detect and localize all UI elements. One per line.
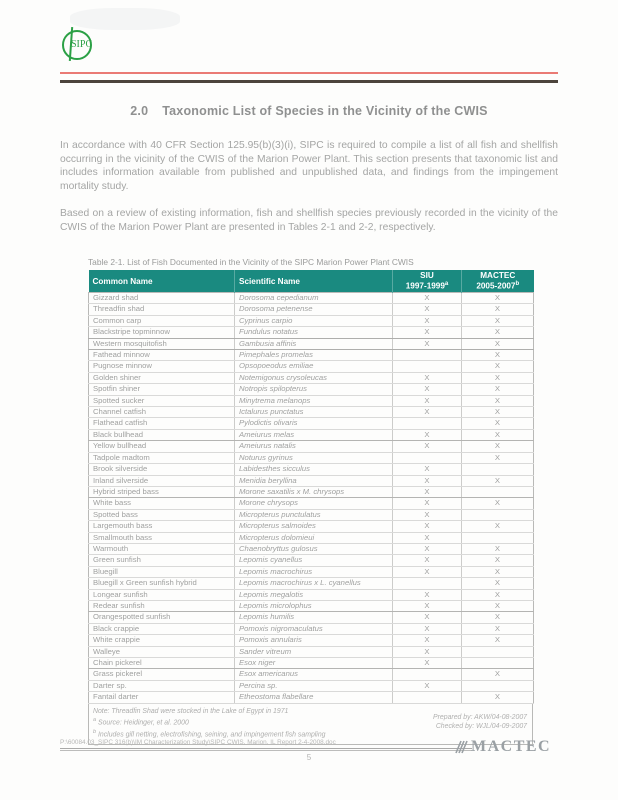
- cell-siu: [393, 578, 462, 589]
- table-row: [89, 361, 534, 372]
- table-row: [89, 521, 534, 532]
- cell-mactec: X: [462, 635, 534, 646]
- cell-mactec: X: [462, 350, 534, 361]
- mactec-header-sup: b: [515, 281, 520, 288]
- cell-siu: X: [393, 680, 462, 691]
- table-row: [89, 293, 534, 304]
- cell-mactec: X: [462, 327, 534, 338]
- cell-siu: [393, 418, 462, 429]
- cell-siu: [393, 692, 462, 703]
- table-row: [89, 692, 534, 703]
- table-row: [89, 464, 534, 475]
- section-number: 2.0: [130, 104, 149, 118]
- table-note: Note: Threadfin Shad were stocked in the Lake of Egypt in 1971: [93, 707, 289, 715]
- col-header-scientific-name: Scientific Name: [235, 270, 393, 293]
- cell-siu: X: [393, 543, 462, 554]
- cell-mactec: X: [462, 589, 534, 600]
- cell-scientific: Etheostoma flabellare: [235, 692, 393, 703]
- cell-common: Black bullhead: [89, 429, 235, 440]
- cell-mactec: X: [462, 372, 534, 383]
- page-number: 5: [306, 753, 312, 762]
- cell-scientific: Menidia beryllina: [235, 475, 393, 486]
- header-rule-dark: [60, 80, 558, 83]
- cell-common: Gizzard shad: [89, 293, 235, 304]
- cell-common: White bass: [89, 498, 235, 509]
- table-row: [89, 475, 534, 486]
- cell-siu: X: [393, 612, 462, 623]
- cell-common: Bluegill x Green sunfish hybrid: [89, 578, 235, 589]
- table-row: [89, 498, 534, 509]
- footnote-b-text: Includes gill netting, electrofishing, seining, and impingement fish sampling: [97, 731, 326, 739]
- cell-common: Channel catfish: [89, 407, 235, 418]
- footnote-a-text: Source: Heidinger, et al. 2000: [97, 719, 189, 727]
- cell-common: Spotted sucker: [89, 395, 235, 406]
- cell-scientific: Notropis spilopterus: [235, 384, 393, 395]
- species-table: [88, 270, 534, 704]
- table-notes-left: [93, 707, 393, 740]
- table-row: [89, 338, 534, 349]
- checked-by: Checked by: WJL/04-09-2007: [435, 723, 527, 731]
- table-row: [89, 384, 534, 395]
- cell-common: Warmouth: [89, 543, 235, 554]
- scan-smudge: [70, 8, 180, 30]
- cell-siu: X: [393, 338, 462, 349]
- cell-scientific: Pimephales promelas: [235, 350, 393, 361]
- cell-common: Threadfin shad: [89, 304, 235, 315]
- cell-scientific: Micropterus salmoides: [235, 521, 393, 532]
- cell-mactec: X: [462, 407, 534, 418]
- footnote-a-marker: a: [93, 717, 97, 724]
- cell-mactec: X: [462, 304, 534, 315]
- footnote-b-marker: b: [93, 728, 97, 735]
- table-row: [89, 612, 534, 623]
- cell-common: Grass pickerel: [89, 669, 235, 680]
- col-header-siu: [393, 270, 462, 293]
- table-row: [89, 589, 534, 600]
- siu-header-line2: 1997-1999: [405, 281, 445, 291]
- table-row: [89, 566, 534, 577]
- cell-scientific: Sander vitreum: [235, 646, 393, 657]
- cell-mactec: X: [462, 521, 534, 532]
- cell-common: Inland silverside: [89, 475, 235, 486]
- cell-mactec: X: [462, 578, 534, 589]
- species-table-body: [89, 293, 534, 704]
- cell-common: Common carp: [89, 315, 235, 326]
- cell-scientific: Pylodictis olivaris: [235, 418, 393, 429]
- cell-mactec: X: [462, 669, 534, 680]
- cell-siu: X: [393, 498, 462, 509]
- species-table-section: [88, 257, 533, 745]
- col-header-mactec: [462, 270, 534, 293]
- cell-scientific: Esox americanus: [235, 669, 393, 680]
- cell-common: Pugnose minnow: [89, 361, 235, 372]
- cell-scientific: Ictalurus punctatus: [235, 407, 393, 418]
- prepared-by: Prepared by: AKW/04-08-2007: [433, 713, 527, 721]
- table-row: [89, 407, 534, 418]
- cell-siu: [393, 350, 462, 361]
- cell-siu: X: [393, 635, 462, 646]
- cell-mactec: X: [462, 338, 534, 349]
- cell-siu: X: [393, 429, 462, 440]
- cell-siu: X: [393, 509, 462, 520]
- cell-scientific: Lepomis megalotis: [235, 589, 393, 600]
- cell-scientific: Micropterus punctulatus: [235, 509, 393, 520]
- cell-scientific: Ameiurus melas: [235, 429, 393, 440]
- cell-siu: X: [393, 646, 462, 657]
- cell-common: Spotfin shiner: [89, 384, 235, 395]
- cell-scientific: Lepomis macrochirus x L. cyanellus: [235, 578, 393, 589]
- cell-scientific: Percina sp.: [235, 680, 393, 691]
- cell-scientific: Fundulus notatus: [235, 327, 393, 338]
- cell-common: Brook silverside: [89, 464, 235, 475]
- cell-siu: X: [393, 372, 462, 383]
- cell-common: Western mosquitofish: [89, 338, 235, 349]
- cell-mactec: X: [462, 293, 534, 304]
- footer-rule: [60, 748, 472, 751]
- table-row: [89, 635, 534, 646]
- table-row: [89, 327, 534, 338]
- cell-scientific: Lepomis humilis: [235, 612, 393, 623]
- table-row: [89, 350, 534, 361]
- cell-scientific: Gambusia affinis: [235, 338, 393, 349]
- table-row: [89, 509, 534, 520]
- cell-common: Spotted bass: [89, 509, 235, 520]
- table-row: [89, 600, 534, 611]
- cell-mactec: X: [462, 452, 534, 463]
- cell-scientific: Lepomis microlophus: [235, 600, 393, 611]
- cell-siu: X: [393, 395, 462, 406]
- cell-mactec: X: [462, 692, 534, 703]
- cell-siu: X: [393, 566, 462, 577]
- cell-scientific: Minytrema melanops: [235, 395, 393, 406]
- cell-mactec: X: [462, 384, 534, 395]
- footnote-a: [93, 716, 393, 728]
- cell-mactec: X: [462, 418, 534, 429]
- cell-siu: X: [393, 532, 462, 543]
- cell-scientific: Cyprinus carpio: [235, 315, 393, 326]
- cell-scientific: Micropterus dolomieui: [235, 532, 393, 543]
- mactec-logo-text: MACTEC: [471, 738, 552, 755]
- cell-scientific: Chaenobryttus gulosus: [235, 543, 393, 554]
- cell-siu: X: [393, 475, 462, 486]
- table-row: [89, 372, 534, 383]
- cell-common: White crappie: [89, 635, 235, 646]
- mactec-hatch-icon: [455, 740, 468, 754]
- sipc-logo: [62, 30, 92, 60]
- section-title-text: Taxonomic List of Species in the Vicinity of the CWIS: [162, 104, 488, 118]
- cell-scientific: Dorosoma petenense: [235, 304, 393, 315]
- cell-common: Walleye: [89, 646, 235, 657]
- cell-siu: X: [393, 304, 462, 315]
- cell-common: Smallmouth bass: [89, 532, 235, 543]
- cell-scientific: Ameiurus natalis: [235, 441, 393, 452]
- cell-mactec: X: [462, 498, 534, 509]
- cell-mactec: X: [462, 566, 534, 577]
- cell-scientific: Notemigonus crysoleucas: [235, 372, 393, 383]
- cell-mactec: [462, 509, 534, 520]
- cell-common: Orangespotted sunfish: [89, 612, 235, 623]
- cell-mactec: [462, 464, 534, 475]
- table-row: [89, 315, 534, 326]
- cell-common: Chain pickerel: [89, 658, 235, 669]
- cell-scientific: Pomoxis annularis: [235, 635, 393, 646]
- species-table-header: [89, 270, 534, 293]
- cell-siu: X: [393, 407, 462, 418]
- cell-siu: X: [393, 384, 462, 395]
- cell-siu: X: [393, 658, 462, 669]
- cell-siu: X: [393, 315, 462, 326]
- cell-common: Darter sp.: [89, 680, 235, 691]
- table-row: [89, 543, 534, 554]
- cell-common: Fathead minnow: [89, 350, 235, 361]
- cell-mactec: X: [462, 475, 534, 486]
- paragraph-2: Based on a review of existing information, fish and shellfish species previously recorded in the vicinity of the CWIS of the Marion Power Plant are presented in Tables 2-1 and 2-2, respectively.: [60, 208, 558, 233]
- table-row: [89, 623, 534, 634]
- table-row: [89, 669, 534, 680]
- sipc-logo-text: SIPC: [71, 39, 93, 50]
- table-row: [89, 555, 534, 566]
- cell-scientific: Noturus gyrinus: [235, 452, 393, 463]
- cell-common: Bluegill: [89, 566, 235, 577]
- footnote-b: [93, 728, 393, 740]
- cell-siu: X: [393, 555, 462, 566]
- cell-scientific: Labidesthes sicculus: [235, 464, 393, 475]
- cell-common: Largemouth bass: [89, 521, 235, 532]
- cell-mactec: [462, 486, 534, 497]
- cell-mactec: [462, 646, 534, 657]
- cell-siu: X: [393, 589, 462, 600]
- cell-mactec: X: [462, 395, 534, 406]
- cell-scientific: Morone saxatilis x M. chrysops: [235, 486, 393, 497]
- cell-mactec: X: [462, 361, 534, 372]
- cell-common: Black crappie: [89, 623, 235, 634]
- footer-file-path: P:\60084.03_SIPC 316(b)\IM Characterization Study\SIPC CWIS, Marion, IL Report 2-4-2008.doc: [60, 739, 336, 746]
- cell-common: Fantail darter: [89, 692, 235, 703]
- table-row: [89, 429, 534, 440]
- header-rule-red: [60, 72, 558, 74]
- siu-header-line1: SIU: [420, 271, 434, 281]
- cell-scientific: Dorosoma cepedianum: [235, 293, 393, 304]
- cell-scientific: Esox niger: [235, 658, 393, 669]
- cell-siu: X: [393, 521, 462, 532]
- table-row: [89, 395, 534, 406]
- cell-siu: X: [393, 623, 462, 634]
- siu-header-sup: a: [444, 281, 449, 288]
- table-row: [89, 646, 534, 657]
- cell-common: Tadpole madtom: [89, 452, 235, 463]
- table-row: [89, 452, 534, 463]
- cell-mactec: [462, 658, 534, 669]
- cell-siu: X: [393, 486, 462, 497]
- cell-mactec: X: [462, 600, 534, 611]
- table-row: [89, 680, 534, 691]
- cell-scientific: Pomoxis nigromaculatus: [235, 623, 393, 634]
- cell-common: Yellow bullhead: [89, 441, 235, 452]
- cell-siu: X: [393, 600, 462, 611]
- table-notes-right: [433, 707, 527, 740]
- section-title: [60, 104, 558, 118]
- cell-siu: X: [393, 464, 462, 475]
- table-row: [89, 578, 534, 589]
- cell-common: Longear sunfish: [89, 589, 235, 600]
- cell-siu: [393, 361, 462, 372]
- cell-mactec: X: [462, 543, 534, 554]
- cell-mactec: X: [462, 315, 534, 326]
- table-row: [89, 441, 534, 452]
- cell-scientific: Morone chrysops: [235, 498, 393, 509]
- cell-common: Flathead catfish: [89, 418, 235, 429]
- cell-mactec: X: [462, 612, 534, 623]
- cell-common: Golden shiner: [89, 372, 235, 383]
- cell-siu: X: [393, 327, 462, 338]
- cell-siu: X: [393, 293, 462, 304]
- cell-siu: [393, 669, 462, 680]
- cell-mactec: X: [462, 555, 534, 566]
- cell-mactec: X: [462, 429, 534, 440]
- cell-common: Hybrid striped bass: [89, 486, 235, 497]
- mactec-logo: [455, 738, 551, 756]
- table-row: [89, 658, 534, 669]
- table-row: [89, 418, 534, 429]
- cell-mactec: [462, 680, 534, 691]
- table-row: [89, 304, 534, 315]
- cell-common: Blackstripe topminnow: [89, 327, 235, 338]
- cell-siu: [393, 452, 462, 463]
- table-row: [89, 532, 534, 543]
- cell-common: Redear sunfish: [89, 600, 235, 611]
- cell-mactec: X: [462, 623, 534, 634]
- col-header-common-name: Common Name: [89, 270, 235, 293]
- cell-siu: X: [393, 441, 462, 452]
- cell-scientific: Lepomis cyanellus: [235, 555, 393, 566]
- cell-common: Green sunfish: [89, 555, 235, 566]
- table-caption: Table 2-1. List of Fish Documented in the Vicinity of the SIPC Marion Power Plant CWIS: [88, 257, 414, 267]
- cell-mactec: X: [462, 441, 534, 452]
- cell-scientific: Lepomis macrochirus: [235, 566, 393, 577]
- cell-mactec: [462, 532, 534, 543]
- paragraph-1: In accordance with 40 CFR Section 125.95(b)(3)(i), SIPC is required to compile a list of all fish and shellfish occurring in the vicinity of the CWIS of the Marion Power Plant. This section presents that taxonomic list and includes information available from published and unpublished data, and findings from the impingement mortality study.: [60, 140, 558, 193]
- mactec-header-line1: MACTEC: [480, 271, 516, 281]
- table-row: [89, 486, 534, 497]
- cell-scientific: Opsopoeodus emiliae: [235, 361, 393, 372]
- mactec-header-line2: 2005-2007: [476, 281, 516, 291]
